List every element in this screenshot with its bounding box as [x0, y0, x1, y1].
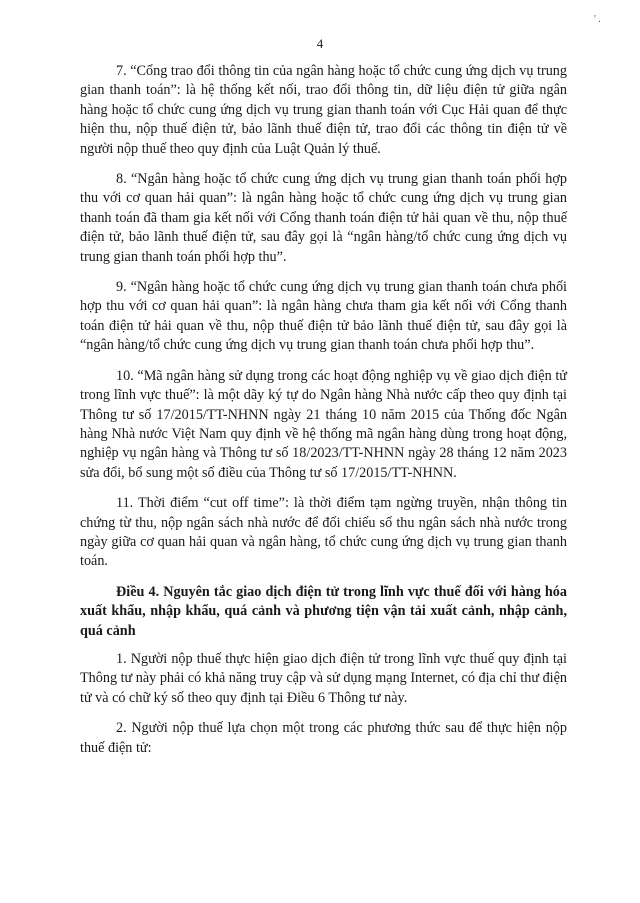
paragraph-8: 8. “Ngân hàng hoặc tổ chức cung ứng dịch vụ trung gian thanh toán phối hợp thu với cơ quan hải quan”: là ngân hàng hoặc tổ chức cung ứng dịch vụ trung gian thanh toán đã tham gia kết nối với Cổng thanh toán điện tử hải quan về thu, nộp thuế điện tử, bảo lãnh thuế điện tử, sau đây gọi là “ngân hàng/tổ chức cung ứng dịch vụ trung gian thanh toán phối hợp thu”.	[80, 171, 567, 265]
article-4-clause-1: 1. Người nộp thuế thực hiện giao dịch điện tử trong lĩnh vực thuế quy định tại Thông tư này phải có khả năng truy cập và sử dụng mạng Internet, có địa chỉ thư điện tử và có chữ ký số theo quy định tại Điều 6 Thông tư này.	[80, 650, 567, 706]
article-4-clause-2: 2. Người nộp thuế lựa chọn một trong các phương thức sau để thực hiện nộp thuế điện tử:	[80, 720, 567, 756]
page-number: 4	[316, 36, 324, 51]
article-4-heading: Điều 4. Nguyên tắc giao dịch điện tử trong lĩnh vực thuế đối với hàng hóa xuất khẩu, nhập khẩu, quá cảnh và phương tiện vận tải xuất cảnh, nhập cảnh, quá cảnh	[80, 583, 567, 639]
paragraph-11: 11. Thời điểm “cut off time”: là thời điểm tạm ngừng truyền, nhận thông tin chứng từ thu, nộp ngân sách nhà nước để đối chiếu số thu ngân sách nhà nước trong ngày giữa cơ quan hải quan và ngân hàng, tổ chức cung ứng dịch vụ trung gian thanh toán.	[80, 495, 567, 570]
paragraph-7: 7. “Cổng trao đổi thông tin của ngân hàng hoặc tổ chức cung ứng dịch vụ trung gian thanh toán”: là hệ thống kết nối, trao đổi thông tin, dữ liệu điện tử giữa ngân hàng hoặc tổ chức cung ứng dịch vụ trung gian thanh toán với Cục Hải quan để thực hiện thu, nộp thuế điện tử, bảo lãnh thuế điện tử, trao đổi các thông tin điện tử về người nộp thuế theo quy định của Luật Quản lý thuế.	[80, 63, 567, 157]
paragraph-9: 9. “Ngân hàng hoặc tổ chức cung ứng dịch vụ trung gian thanh toán chưa phối hợp thu với cơ quan hải quan”: là ngân hàng chưa tham gia kết nối với Cổng thanh toán điện tử hải quan về thu, nộp thuế điện tử bảo lãnh thuế điện tử, sau đây gọi là “ngân hàng/tổ chức cung ứng dịch vụ trung gian thanh toán chưa phối hợp thu”.	[80, 279, 567, 354]
corner-mark: ' .	[594, 14, 601, 25]
paragraph-10: 10. “Mã ngân hàng sử dụng trong các hoạt động nghiệp vụ về giao dịch điện tử trong lĩnh vực thuế”: là một dãy ký tự do Ngân hàng Nhà nước cấp theo quy định tại Thông tư số 17/2015/TT-NHNN ngày 21 tháng 10 năm 2015 của Thống đốc Ngân hàng Nhà nước Việt Nam quy định về hệ thống mã ngân hàng dùng trong hoạt động, nghiệp vụ ngân hàng và Thông tư số 18/2023/TT-NHNN ngày 28 tháng 12 năm 2023 sửa đổi, bổ sung một số điều của Thông tư số 17/2015/TT-NHNN.	[80, 367, 567, 481]
document-body	[80, 62, 567, 769]
